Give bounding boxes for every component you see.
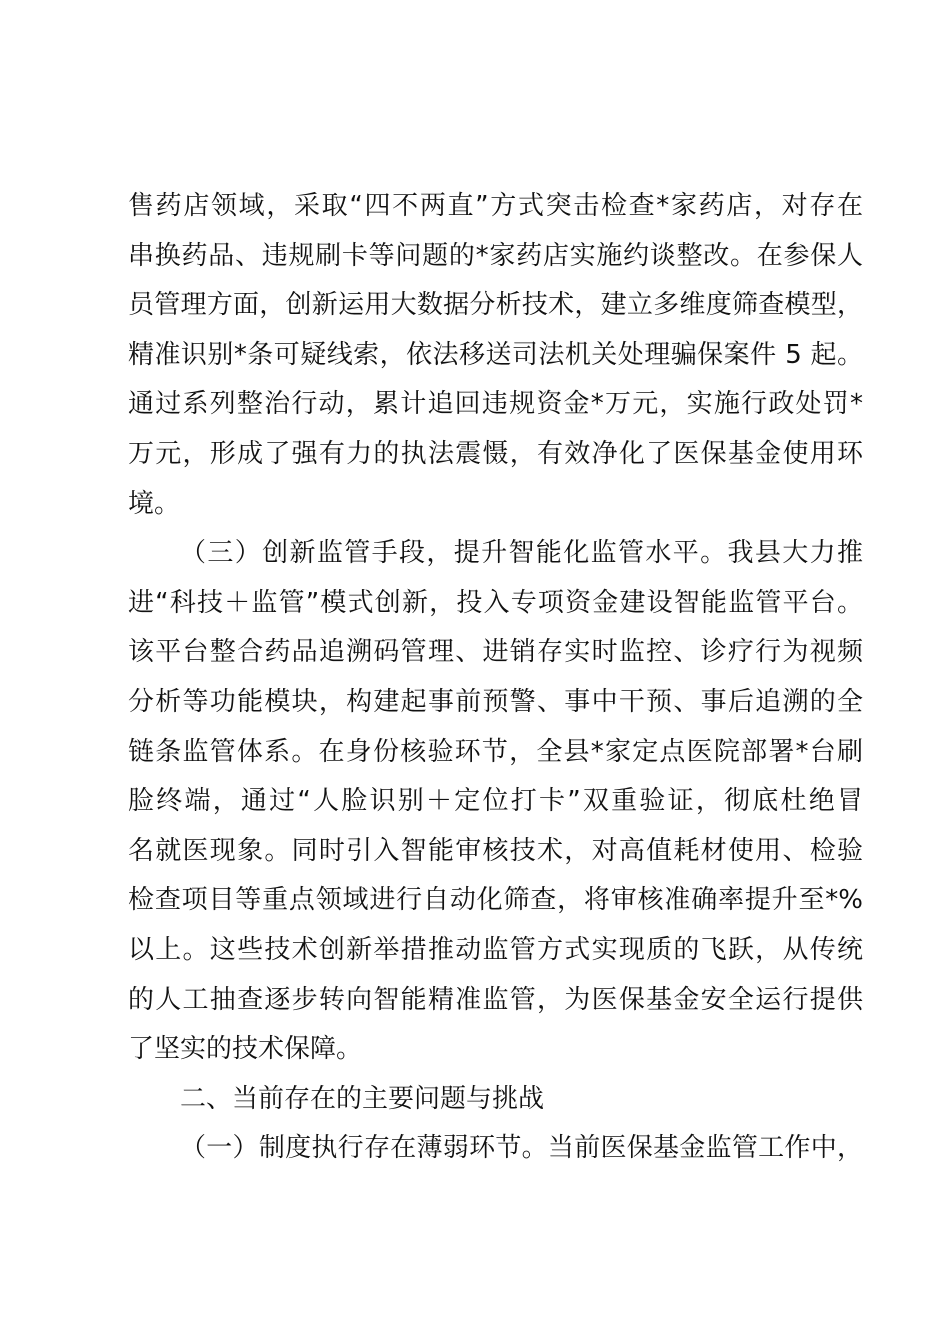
text-line: 分析等功能模块，构建起事前预警、事中干预、事后追溯的全	[128, 686, 863, 717]
text-line: 通过系列整治行动，累计追回违规资金*万元，实施行政处罚*	[128, 389, 863, 420]
text-line: 以上。这些技术创新举措推动监管方式实现质的飞跃，从传统	[128, 934, 863, 965]
section-heading-problems	[128, 1075, 863, 1125]
text-line: 精准识别*条可疑线索，依法移送司法机关处理骗保案件 5 起。	[128, 339, 863, 370]
text-line: 进“科技＋监管”模式创新，投入专项资金建设智能监管平台。	[128, 587, 863, 618]
text-line: 名就医现象。同时引入智能审核技术，对高值耗材使用、检验	[128, 835, 863, 866]
text-line: 检查项目等重点领域进行自动化筛查，将审核准确率提升至*%	[128, 885, 863, 916]
document-body	[128, 182, 863, 1174]
text-line: 链条监管体系。在身份核验环节，全县*家定点医院部署*台刷	[128, 736, 863, 767]
text-line-indented: （一）制度执行存在薄弱环节。当前医保基金监管工作中，	[180, 1133, 863, 1164]
text-line: 脸终端，通过“人脸识别＋定位打卡”双重验证，彻底杜绝冒	[128, 786, 863, 817]
text-line: 串换药品、违规刷卡等问题的*家药店实施约谈整改。在参保人	[128, 240, 863, 271]
text-line-last: 了坚实的技术保障。	[128, 1034, 363, 1065]
paragraph-smart-supervision	[128, 529, 863, 1075]
text-line-last: 境。	[128, 488, 181, 519]
text-line: 万元，形成了强有力的执法震慑，有效净化了医保基金使用环	[128, 438, 863, 469]
section-heading: 二、当前存在的主要问题与挑战	[180, 1083, 545, 1114]
text-line: 该平台整合药品追溯码管理、进销存实时监控、诊疗行为视频	[128, 637, 863, 668]
text-line: 员管理方面，创新运用大数据分析技术，建立多维度筛查模型，	[128, 290, 863, 321]
text-line: 的人工抽查逐步转向智能精准监管，为医保基金安全运行提供	[128, 984, 863, 1015]
text-line: 售药店领域，采取“四不两直”方式突击检查*家药店，对存在	[128, 191, 863, 221]
text-line-indented: （三）创新监管手段，提升智能化监管水平。我县大力推	[180, 538, 863, 569]
paragraph-fund-enforcement	[128, 182, 863, 529]
paragraph-institution-execution	[128, 1124, 863, 1174]
